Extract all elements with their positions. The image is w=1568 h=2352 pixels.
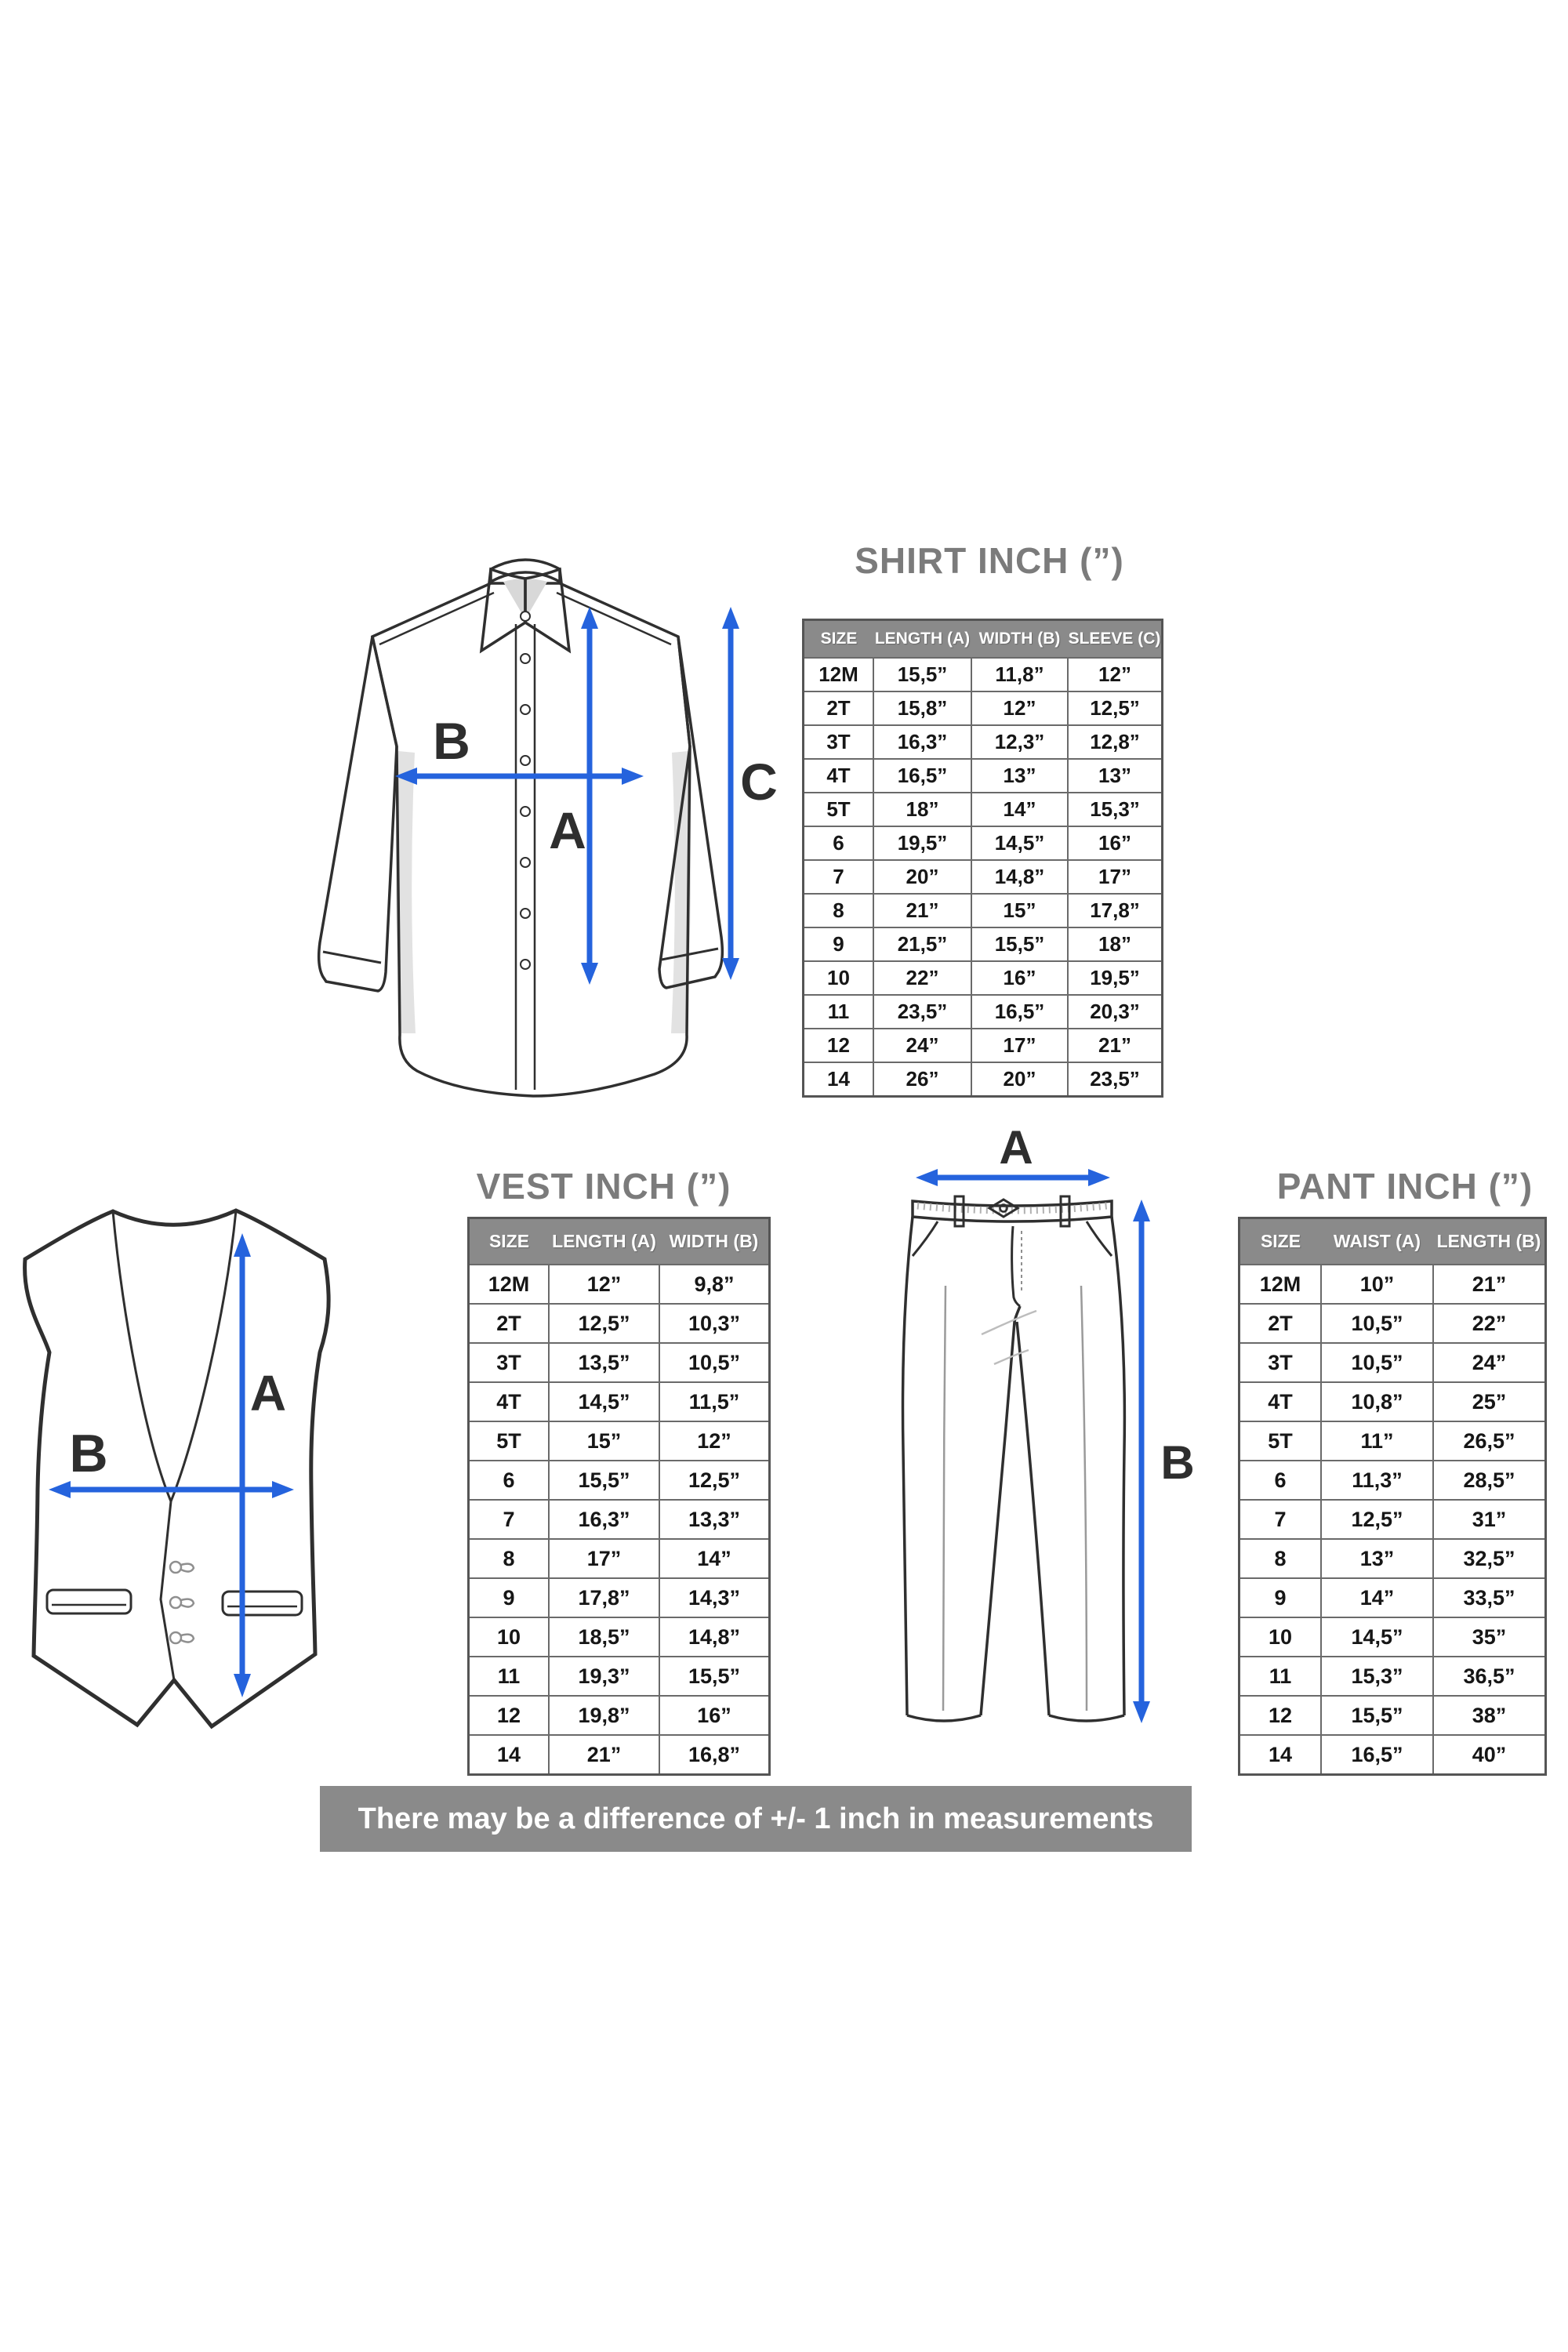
shirt-outline — [319, 560, 723, 1096]
table-cell: 16” — [659, 1696, 770, 1735]
table-cell: 28,5” — [1433, 1461, 1546, 1500]
table-cell: 6 — [1240, 1461, 1322, 1500]
table-cell: 4T — [804, 759, 874, 793]
table-cell: 12,5” — [659, 1461, 770, 1500]
table-cell: 5T — [469, 1421, 550, 1461]
table-row — [1240, 1265, 1546, 1304]
table-cell: 19,3” — [549, 1657, 659, 1696]
column-header: SIZE — [469, 1218, 550, 1265]
table-cell: 25” — [1433, 1382, 1546, 1421]
table-cell: 13” — [1068, 759, 1163, 793]
table-cell: 20” — [971, 1062, 1068, 1097]
table-row — [804, 860, 1163, 894]
column-header: SIZE — [1240, 1218, 1322, 1265]
table-row — [1240, 1735, 1546, 1775]
table-cell: 40” — [1433, 1735, 1546, 1775]
table-row — [804, 995, 1163, 1029]
table-cell: 12M — [1240, 1265, 1322, 1304]
table-cell: 15,3” — [1068, 793, 1163, 826]
table-cell: 14” — [1321, 1578, 1433, 1617]
table-row — [1240, 1696, 1546, 1735]
shirt-section-title: SHIRT INCH (”) — [855, 540, 1124, 581]
table-cell: 2T — [1240, 1304, 1322, 1343]
table-cell: 14 — [1240, 1735, 1322, 1775]
column-header: WIDTH (B) — [659, 1218, 770, 1265]
table-cell: 3T — [804, 725, 874, 759]
pant-measure-arrow-b — [1133, 1200, 1150, 1723]
table-cell: 32,5” — [1433, 1539, 1546, 1578]
table-row — [1240, 1617, 1546, 1657]
table-cell: 17” — [971, 1029, 1068, 1062]
table-cell: 11,5” — [659, 1382, 770, 1421]
table-cell: 31” — [1433, 1500, 1546, 1539]
pant-figure — [862, 1129, 1239, 1748]
vest-section-title: VEST INCH (”) — [476, 1166, 731, 1207]
table-cell: 19,5” — [873, 826, 971, 860]
table-cell: 3T — [1240, 1343, 1322, 1382]
pant-label-b: B — [1160, 1436, 1195, 1489]
table-row — [469, 1657, 770, 1696]
table-cell: 12 — [804, 1029, 874, 1062]
table-cell: 13,3” — [659, 1500, 770, 1539]
table-row — [469, 1539, 770, 1578]
table-cell: 10 — [469, 1617, 550, 1657]
table-cell: 12,5” — [1068, 691, 1163, 725]
table-cell: 16,5” — [873, 759, 971, 793]
vest-table-body — [469, 1265, 770, 1775]
table-cell: 2T — [469, 1304, 550, 1343]
table-cell: 2T — [804, 691, 874, 725]
table-cell: 19,8” — [549, 1696, 659, 1735]
table-cell: 11 — [1240, 1657, 1322, 1696]
pant-size-table — [1238, 1217, 1547, 1776]
table-cell: 17” — [1068, 860, 1163, 894]
table-cell: 38” — [1433, 1696, 1546, 1735]
table-row — [1240, 1343, 1546, 1382]
pant-label-a: A — [999, 1129, 1033, 1174]
pant-outline — [903, 1196, 1125, 1721]
table-cell: 15” — [549, 1421, 659, 1461]
table-cell: 14 — [804, 1062, 874, 1097]
table-row — [469, 1265, 770, 1304]
table-row — [804, 759, 1163, 793]
table-cell: 16,3” — [549, 1500, 659, 1539]
table-cell: 13,5” — [549, 1343, 659, 1382]
table-cell: 3T — [469, 1343, 550, 1382]
table-cell: 14,3” — [659, 1578, 770, 1617]
table-cell: 4T — [1240, 1382, 1322, 1421]
table-cell: 21” — [549, 1735, 659, 1775]
table-cell: 10,8” — [1321, 1382, 1433, 1421]
table-cell: 23,5” — [1068, 1062, 1163, 1097]
table-cell: 9,8” — [659, 1265, 770, 1304]
table-cell: 35” — [1433, 1617, 1546, 1657]
vest-label-a: A — [249, 1365, 287, 1421]
table-cell: 9 — [1240, 1578, 1322, 1617]
table-cell: 12” — [659, 1421, 770, 1461]
table-cell: 10 — [1240, 1617, 1322, 1657]
table-cell: 12 — [469, 1696, 550, 1735]
table-row — [1240, 1382, 1546, 1421]
table-cell: 11” — [1321, 1421, 1433, 1461]
table-cell: 22” — [873, 961, 971, 995]
table-cell: 18” — [873, 793, 971, 826]
table-cell: 14,5” — [1321, 1617, 1433, 1657]
vest-table-head — [469, 1218, 770, 1265]
table-cell: 15,5” — [873, 658, 971, 691]
table-cell: 14,5” — [971, 826, 1068, 860]
table-row — [1240, 1657, 1546, 1696]
pant-section-title: PANT INCH (”) — [1276, 1166, 1534, 1207]
shirt-size-table — [802, 619, 1163, 1098]
table-row — [469, 1304, 770, 1343]
table-cell: 12,3” — [971, 725, 1068, 759]
shirt-label-c: C — [740, 753, 778, 811]
table-cell: 11 — [804, 995, 874, 1029]
header-row — [1240, 1218, 1546, 1265]
table-cell: 9 — [804, 927, 874, 961]
shirt-label-b: B — [433, 712, 470, 770]
table-row — [469, 1461, 770, 1500]
table-cell: 16” — [1068, 826, 1163, 860]
shirt-figure — [298, 541, 784, 1105]
shirt-measure-arrow-b — [395, 768, 644, 785]
table-cell: 8 — [1240, 1539, 1322, 1578]
column-header: LENGTH (B) — [1433, 1218, 1546, 1265]
table-cell: 20,3” — [1068, 995, 1163, 1029]
table-cell: 16,8” — [659, 1735, 770, 1775]
table-cell: 11,8” — [971, 658, 1068, 691]
table-cell: 10,5” — [659, 1343, 770, 1382]
table-row — [1240, 1304, 1546, 1343]
table-cell: 16” — [971, 961, 1068, 995]
table-cell: 15,5” — [659, 1657, 770, 1696]
table-cell: 14 — [469, 1735, 550, 1775]
shirt-measure-arrow-c — [722, 607, 739, 980]
table-cell: 8 — [469, 1539, 550, 1578]
table-cell: 15,5” — [549, 1461, 659, 1500]
table-cell: 16,5” — [971, 995, 1068, 1029]
vest-illustration — [16, 1203, 345, 1752]
table-cell: 12” — [1068, 658, 1163, 691]
header-row — [469, 1218, 770, 1265]
table-cell: 8 — [804, 894, 874, 927]
table-cell: 24” — [1433, 1343, 1546, 1382]
vest-figure — [16, 1203, 345, 1752]
column-header: WIDTH (B) — [971, 620, 1068, 659]
table-cell: 21,5” — [873, 927, 971, 961]
table-cell: 23,5” — [873, 995, 971, 1029]
table-cell: 15,5” — [1321, 1696, 1433, 1735]
table-cell: 6 — [469, 1461, 550, 1500]
table-row — [804, 927, 1163, 961]
table-row — [469, 1617, 770, 1657]
table-cell: 20” — [873, 860, 971, 894]
column-header: SLEEVE (C) — [1068, 620, 1163, 659]
table-cell: 12,8” — [1068, 725, 1163, 759]
table-cell: 19,5” — [1068, 961, 1163, 995]
table-cell: 10,5” — [1321, 1343, 1433, 1382]
vest-label-b: B — [69, 1424, 108, 1483]
table-cell: 15” — [971, 894, 1068, 927]
table-cell: 17” — [549, 1539, 659, 1578]
table-cell: 12” — [971, 691, 1068, 725]
table-row — [469, 1735, 770, 1775]
table-cell: 12M — [804, 658, 874, 691]
table-row — [1240, 1539, 1546, 1578]
tolerance-banner: There may be a difference of +/- 1 inch in measurements — [320, 1786, 1192, 1852]
vest-measure-arrow-b — [49, 1481, 294, 1498]
table-cell: 7 — [469, 1500, 550, 1539]
table-row — [469, 1500, 770, 1539]
table-cell: 10” — [1321, 1265, 1433, 1304]
table-row — [804, 725, 1163, 759]
table-cell: 14” — [659, 1539, 770, 1578]
table-cell: 16,5” — [1321, 1735, 1433, 1775]
table-cell: 10,5” — [1321, 1304, 1433, 1343]
shirt-illustration — [298, 541, 784, 1105]
table-cell: 24” — [873, 1029, 971, 1062]
table-row — [469, 1696, 770, 1735]
table-cell: 12M — [469, 1265, 550, 1304]
table-cell: 26,5” — [1433, 1421, 1546, 1461]
table-cell: 18” — [1068, 927, 1163, 961]
table-row — [804, 658, 1163, 691]
table-cell: 13” — [971, 759, 1068, 793]
table-cell: 26” — [873, 1062, 971, 1097]
table-cell: 15,8” — [873, 691, 971, 725]
table-cell: 5T — [804, 793, 874, 826]
pant-illustration — [862, 1129, 1239, 1748]
table-cell: 13” — [1321, 1539, 1433, 1578]
table-cell: 14,8” — [659, 1617, 770, 1657]
table-cell: 5T — [1240, 1421, 1322, 1461]
table-cell: 36,5” — [1433, 1657, 1546, 1696]
table-cell: 6 — [804, 826, 874, 860]
table-row — [469, 1421, 770, 1461]
table-row — [1240, 1421, 1546, 1461]
table-cell: 4T — [469, 1382, 550, 1421]
table-row — [804, 961, 1163, 995]
column-header: SIZE — [804, 620, 874, 659]
table-cell: 12,5” — [1321, 1500, 1433, 1539]
table-row — [469, 1343, 770, 1382]
table-row — [1240, 1578, 1546, 1617]
header-row — [804, 620, 1163, 659]
table-row — [804, 691, 1163, 725]
table-cell: 21” — [1433, 1265, 1546, 1304]
shirt-buttons — [521, 612, 530, 969]
table-cell: 17,8” — [1068, 894, 1163, 927]
shirt-measure-arrow-a — [581, 607, 598, 985]
table-cell: 22” — [1433, 1304, 1546, 1343]
table-cell: 9 — [469, 1578, 550, 1617]
table-row — [804, 793, 1163, 826]
pant-table-head — [1240, 1218, 1546, 1265]
column-header: LENGTH (A) — [549, 1218, 659, 1265]
table-cell: 14,5” — [549, 1382, 659, 1421]
table-cell: 10,3” — [659, 1304, 770, 1343]
column-header: WAIST (A) — [1321, 1218, 1433, 1265]
table-row — [1240, 1500, 1546, 1539]
shirt-table-body — [804, 658, 1163, 1097]
table-cell: 17,8” — [549, 1578, 659, 1617]
table-cell: 14,8” — [971, 860, 1068, 894]
table-row — [804, 1062, 1163, 1097]
table-cell: 11,3” — [1321, 1461, 1433, 1500]
table-cell: 16,3” — [873, 725, 971, 759]
vest-measure-arrow-a — [234, 1233, 251, 1697]
table-cell: 15,3” — [1321, 1657, 1433, 1696]
table-row — [804, 826, 1163, 860]
table-cell: 12,5” — [549, 1304, 659, 1343]
table-cell: 11 — [469, 1657, 550, 1696]
table-cell: 21” — [1068, 1029, 1163, 1062]
table-cell: 7 — [1240, 1500, 1322, 1539]
table-row — [804, 894, 1163, 927]
table-cell: 18,5” — [549, 1617, 659, 1657]
table-row — [469, 1578, 770, 1617]
table-cell: 14” — [971, 793, 1068, 826]
table-row — [804, 1029, 1163, 1062]
shirt-table-head — [804, 620, 1163, 659]
table-cell: 12” — [549, 1265, 659, 1304]
table-cell: 21” — [873, 894, 971, 927]
pant-table-body — [1240, 1265, 1546, 1775]
table-cell: 7 — [804, 860, 874, 894]
table-row — [469, 1382, 770, 1421]
column-header: LENGTH (A) — [873, 620, 971, 659]
table-cell: 10 — [804, 961, 874, 995]
table-cell: 12 — [1240, 1696, 1322, 1735]
table-row — [1240, 1461, 1546, 1500]
vest-buttons — [170, 1562, 194, 1643]
table-cell: 33,5” — [1433, 1578, 1546, 1617]
shirt-label-a: A — [549, 801, 586, 859]
vest-size-table — [467, 1217, 771, 1776]
table-cell: 15,5” — [971, 927, 1068, 961]
